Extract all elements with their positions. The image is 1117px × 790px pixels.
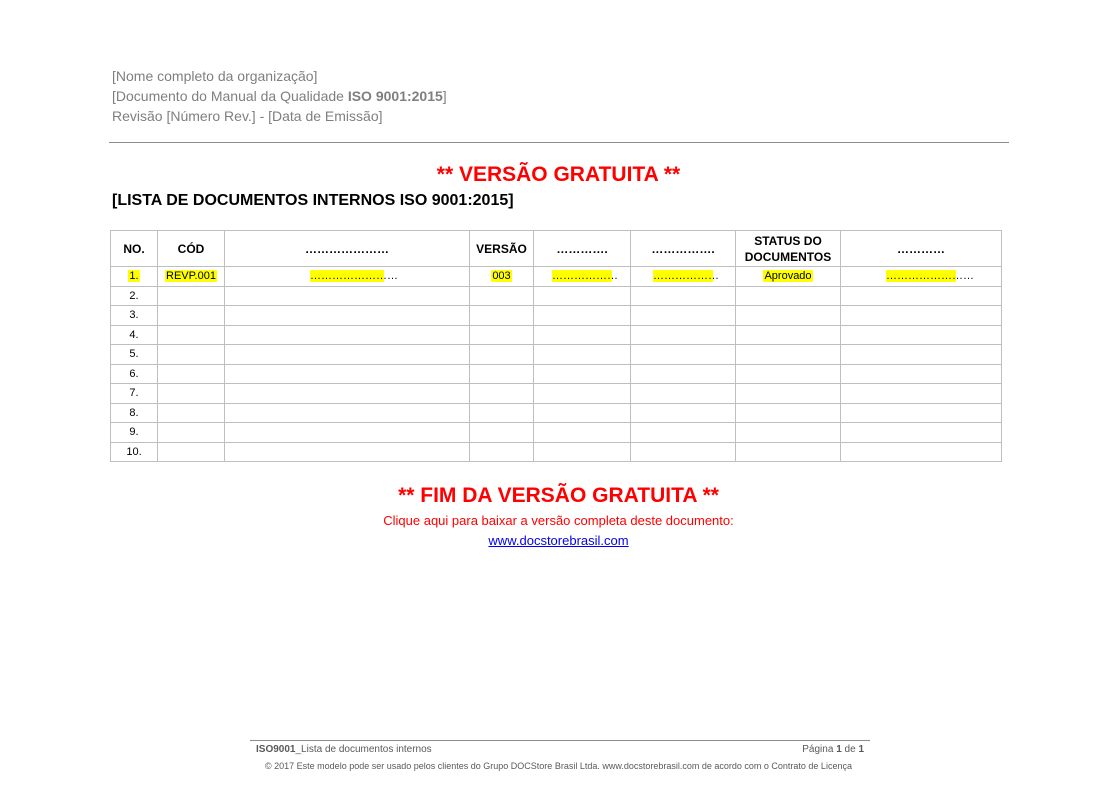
cell-blank-1[interactable] (534, 403, 631, 423)
col-header-blank-2: ……………. (631, 231, 736, 267)
placeholder-2: ……………… (653, 270, 719, 283)
cell-no[interactable]: 6. (111, 364, 158, 384)
col-header-blank-1: …………. (534, 231, 631, 267)
cell-title[interactable] (225, 267, 470, 287)
page-current: 1 (836, 744, 842, 755)
placeholder-1: ……………… (552, 270, 618, 283)
doc-title-placeholder: …………………… (310, 270, 398, 283)
footer-doc-code: ISO9001 (256, 744, 296, 755)
cell-cod[interactable] (158, 403, 225, 423)
download-cta-text: Clique aqui para baixar a versão completa deste documento: (383, 513, 734, 528)
cell-no[interactable]: 2. (111, 286, 158, 306)
list-title: [LISTA DE DOCUMENTOS INTERNOS ISO 9001:2015] (112, 192, 514, 209)
doc-status: Aprovado (764, 270, 812, 283)
cell-blank-3[interactable] (841, 364, 1002, 384)
cell-title[interactable] (225, 403, 470, 423)
col-header-blank-3: ………… (841, 231, 1002, 267)
cell-title[interactable] (225, 345, 470, 365)
cell-blank-3[interactable] (841, 442, 1002, 462)
cell-title[interactable] (225, 325, 470, 345)
cell-blank-2[interactable] (631, 442, 736, 462)
cell-blank-1[interactable] (534, 384, 631, 404)
table-row (111, 345, 1002, 365)
cell-blank-2[interactable] (631, 267, 736, 287)
cell-no[interactable]: 3. (111, 306, 158, 326)
cell-blank-1[interactable] (534, 345, 631, 365)
table-row (111, 403, 1002, 423)
table-row (111, 364, 1002, 384)
cell-blank-3[interactable] (841, 384, 1002, 404)
cell-versao[interactable] (470, 423, 534, 443)
iso-standard-label: ISO 9001:2015 (347, 88, 443, 104)
cell-blank-2[interactable] (631, 345, 736, 365)
cell-blank-3[interactable] (841, 325, 1002, 345)
cell-blank-2[interactable] (631, 286, 736, 306)
cell-blank-2[interactable] (631, 384, 736, 404)
table-header-row (111, 231, 1002, 267)
col-header-cod: CÓD (158, 231, 225, 267)
table-row (111, 442, 1002, 462)
cell-versao[interactable] (470, 345, 534, 365)
cell-status[interactable] (736, 345, 841, 365)
cell-blank-1[interactable] (534, 286, 631, 306)
footer-doc-name (256, 744, 432, 755)
cell-cod[interactable] (158, 442, 225, 462)
footer-page-number (770, 744, 864, 755)
cell-versao[interactable] (470, 286, 534, 306)
cell-versao[interactable] (470, 364, 534, 384)
cell-status[interactable] (736, 306, 841, 326)
col-header-versao: VERSÃO (470, 231, 534, 267)
footer-divider (250, 740, 870, 741)
cell-title[interactable] (225, 364, 470, 384)
row-number: 1. (129, 270, 139, 283)
cell-cod[interactable] (158, 423, 225, 443)
cell-blank-2[interactable] (631, 423, 736, 443)
cell-no[interactable]: 5. (111, 345, 158, 365)
table-row (111, 286, 1002, 306)
cell-status[interactable] (736, 364, 841, 384)
footer-doc-title: _Lista de documentos internos (295, 744, 432, 755)
cell-title[interactable] (225, 286, 470, 306)
cell-status[interactable] (736, 403, 841, 423)
cell-status[interactable] (736, 423, 841, 443)
cell-versao[interactable] (470, 325, 534, 345)
cell-blank-3[interactable] (841, 345, 1002, 365)
end-free-version-banner: ** FIM DA VERSÃO GRATUITA ** (398, 484, 719, 507)
col-header-status: STATUS DO DOCUMENTOS (736, 231, 841, 267)
placeholder-3: …………………… (886, 270, 974, 283)
cell-cod[interactable] (158, 306, 225, 326)
cell-no[interactable]: 8. (111, 403, 158, 423)
cell-title[interactable] (225, 442, 470, 462)
cell-status[interactable] (736, 384, 841, 404)
revision-line: Revisão [Número Rev.] - [Data de Emissão] (112, 108, 383, 124)
org-name-line: [Nome completo da organização] (112, 68, 318, 84)
cell-versao[interactable] (470, 442, 534, 462)
cell-versao[interactable] (470, 403, 534, 423)
page-total: 1 (858, 744, 864, 755)
cell-title[interactable] (225, 384, 470, 404)
cell-blank-3[interactable] (841, 403, 1002, 423)
cell-no[interactable] (111, 267, 158, 287)
document-header (112, 66, 447, 126)
cell-no[interactable]: 10. (111, 442, 158, 462)
cell-no[interactable]: 9. (111, 423, 158, 443)
cell-blank-2[interactable] (631, 403, 736, 423)
cell-blank-3[interactable] (841, 423, 1002, 443)
cell-cod[interactable] (158, 364, 225, 384)
table-row (111, 384, 1002, 404)
doc-version: 003 (492, 270, 511, 283)
table-row (111, 423, 1002, 443)
cell-blank-1[interactable] (534, 267, 631, 287)
doc-manual-prefix: [Documento do Manual da Qualidade (112, 88, 348, 104)
cell-blank-3[interactable] (841, 286, 1002, 306)
cell-cod[interactable] (158, 267, 225, 287)
cell-no[interactable]: 7. (111, 384, 158, 404)
cell-cod[interactable] (158, 384, 225, 404)
cell-title[interactable] (225, 306, 470, 326)
cell-versao[interactable] (470, 306, 534, 326)
cell-cod[interactable] (158, 325, 225, 345)
cell-blank-1[interactable] (534, 325, 631, 345)
cell-versao[interactable] (470, 384, 534, 404)
page-label: Página (802, 744, 837, 755)
cell-status[interactable] (736, 267, 841, 287)
header-divider (109, 142, 1009, 143)
cell-blank-2[interactable] (631, 325, 736, 345)
cell-blank-1[interactable] (534, 442, 631, 462)
cell-blank-2[interactable] (631, 306, 736, 326)
cell-status[interactable] (736, 325, 841, 345)
table-row (111, 267, 1002, 287)
cell-cod[interactable] (158, 345, 225, 365)
doc-code: REVP.001 (166, 270, 216, 283)
free-version-banner: ** VERSÃO GRATUITA ** (436, 163, 681, 186)
docstore-link[interactable]: www.docstorebrasil.com (488, 533, 629, 548)
cell-blank-1[interactable] (534, 364, 631, 384)
cell-blank-1[interactable] (534, 306, 631, 326)
cell-cod[interactable] (158, 286, 225, 306)
cell-status[interactable] (736, 286, 841, 306)
cell-title[interactable] (225, 423, 470, 443)
table-row (111, 306, 1002, 326)
cell-blank-1[interactable] (534, 423, 631, 443)
table-row (111, 325, 1002, 345)
col-header-no: NO. (111, 231, 158, 267)
doc-manual-line (112, 86, 447, 106)
footer-copyright: © 2017 Este modelo pode ser usado pelos clientes do Grupo DOCStore Brasil Ltda. www.docstorebrasil.com de acordo com o Contrato de Licença (265, 761, 852, 771)
documents-table (110, 230, 1002, 462)
cell-blank-2[interactable] (631, 364, 736, 384)
page-of: de (841, 744, 859, 755)
cell-blank-3[interactable] (841, 267, 1002, 287)
cell-no[interactable]: 4. (111, 325, 158, 345)
cell-blank-3[interactable] (841, 306, 1002, 326)
cell-versao[interactable] (470, 267, 534, 287)
doc-manual-suffix: ] (442, 88, 447, 104)
cell-status[interactable] (736, 442, 841, 462)
col-header-title: ………………… (225, 231, 470, 267)
